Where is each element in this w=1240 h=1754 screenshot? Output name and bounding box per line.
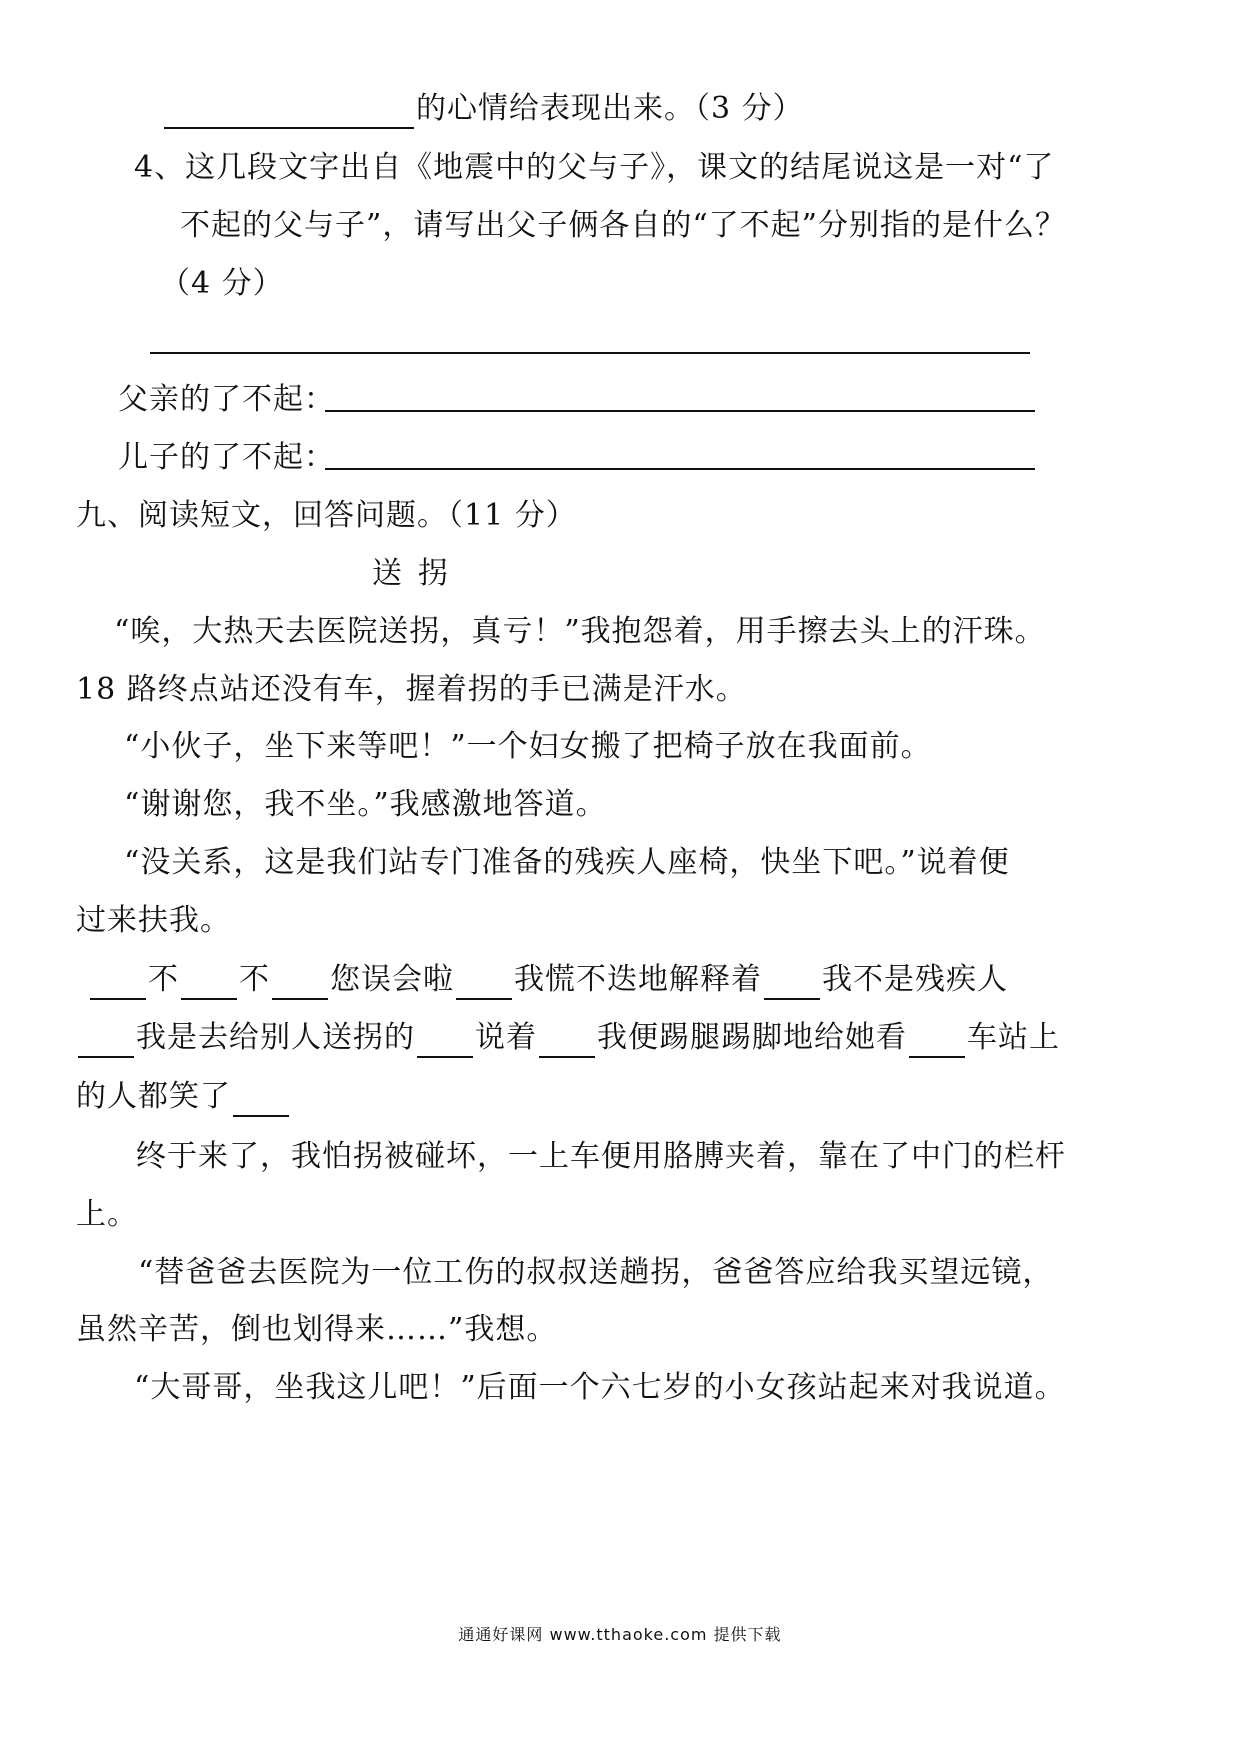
fill-text: 您误会啦 [330, 962, 454, 997]
punctuation-blank[interactable] [78, 1024, 134, 1058]
q3-tail-text: 的心情给表现出来。（3 分） [416, 91, 804, 126]
q3-answer-line [162, 89, 804, 129]
father-answer-line[interactable] [325, 410, 1035, 412]
q4-line-3: （4 分） [160, 266, 284, 301]
fill-text: 的人都笑了 [76, 1079, 231, 1114]
paragraph-8: “大哥哥，坐我这儿吧！”后面一个六七岁的小女孩站起来对我说道。 [134, 1370, 1066, 1405]
answer-line[interactable] [150, 352, 1030, 354]
paragraph-6-line-1: 终于来了，我怕拐被碰坏，一上车便用胳膊夹着，靠在了中门的栏杆 [136, 1139, 1066, 1174]
paragraph-6-line-2: 上。 [76, 1197, 138, 1232]
punctuation-fill-line-3 [76, 1077, 291, 1117]
fill-text: 我慌不迭地解释着 [514, 962, 762, 997]
answer-blank[interactable] [164, 95, 414, 129]
fill-text: 不 [148, 962, 179, 997]
paragraph-3: “谢谢您，我不坐。”我感激地答道。 [124, 787, 607, 822]
paragraph-1-line-2: 18 路终点站还没有车，握着拐的手已满是汗水。 [76, 672, 747, 707]
fill-text: 我是去给别人送拐的 [136, 1020, 415, 1055]
punctuation-blank[interactable] [764, 966, 820, 1000]
son-answer-row [118, 438, 335, 478]
punctuation-blank[interactable] [233, 1083, 289, 1117]
paragraph-7-line-1: “替爸爸去医院为一位工伤的叔叔送趟拐，爸爸答应给我买望远镜， [138, 1255, 1054, 1290]
q4-line-1: 4、这几段文字出自《地震中的父与子》，课文的结尾说这是一对“了 [134, 150, 1055, 185]
paragraph-4-line-2: 过来扶我。 [76, 903, 231, 938]
punctuation-blank[interactable] [417, 1024, 473, 1058]
fill-text: 说着 [475, 1020, 537, 1055]
section-heading: 九、阅读短文，回答问题。（11 分） [76, 498, 577, 533]
punctuation-blank[interactable] [181, 966, 237, 1000]
paragraph-2: “小伙子，坐下来等吧！”一个妇女搬了把椅子放在我面前。 [124, 729, 932, 764]
punctuation-blank[interactable] [909, 1024, 965, 1058]
punctuation-blank[interactable] [272, 966, 328, 1000]
father-label: 父亲的了不起： [118, 382, 335, 417]
punctuation-blank[interactable] [456, 966, 512, 1000]
son-label: 儿子的了不起： [118, 440, 335, 475]
paragraph-7-line-2: 虽然辛苦，倒也划得来……”我想。 [76, 1312, 558, 1347]
passage-title: 送拐 [372, 556, 464, 591]
father-answer-row [118, 380, 335, 420]
fill-text: 我便踢腿踢脚地给她看 [597, 1020, 907, 1055]
fill-text: 不 [239, 962, 270, 997]
q4-line-2: 不起的父与子”，请写出父子俩各自的“了不起”分别指的是什么？ [180, 208, 1067, 243]
fill-text: 我不是残疾人 [822, 962, 1008, 997]
son-answer-line[interactable] [325, 468, 1035, 470]
paragraph-1-line-1: “唉，大热天去医院送拐，真亏！”我抱怨着，用手擦去头上的汗珠。 [114, 614, 1046, 649]
punctuation-fill-line-2 [76, 1018, 1060, 1058]
fill-text: 车站上 [967, 1020, 1060, 1055]
page-footer: 通通好课网 www.tthaoke.com 提供下载 [458, 1625, 782, 1644]
punctuation-fill-line-1 [88, 960, 1008, 1000]
paragraph-4-line-1: “没关系，这是我们站专门准备的残疾人座椅，快坐下吧。”说着便 [124, 845, 1010, 880]
punctuation-blank[interactable] [539, 1024, 595, 1058]
punctuation-blank[interactable] [90, 966, 146, 1000]
